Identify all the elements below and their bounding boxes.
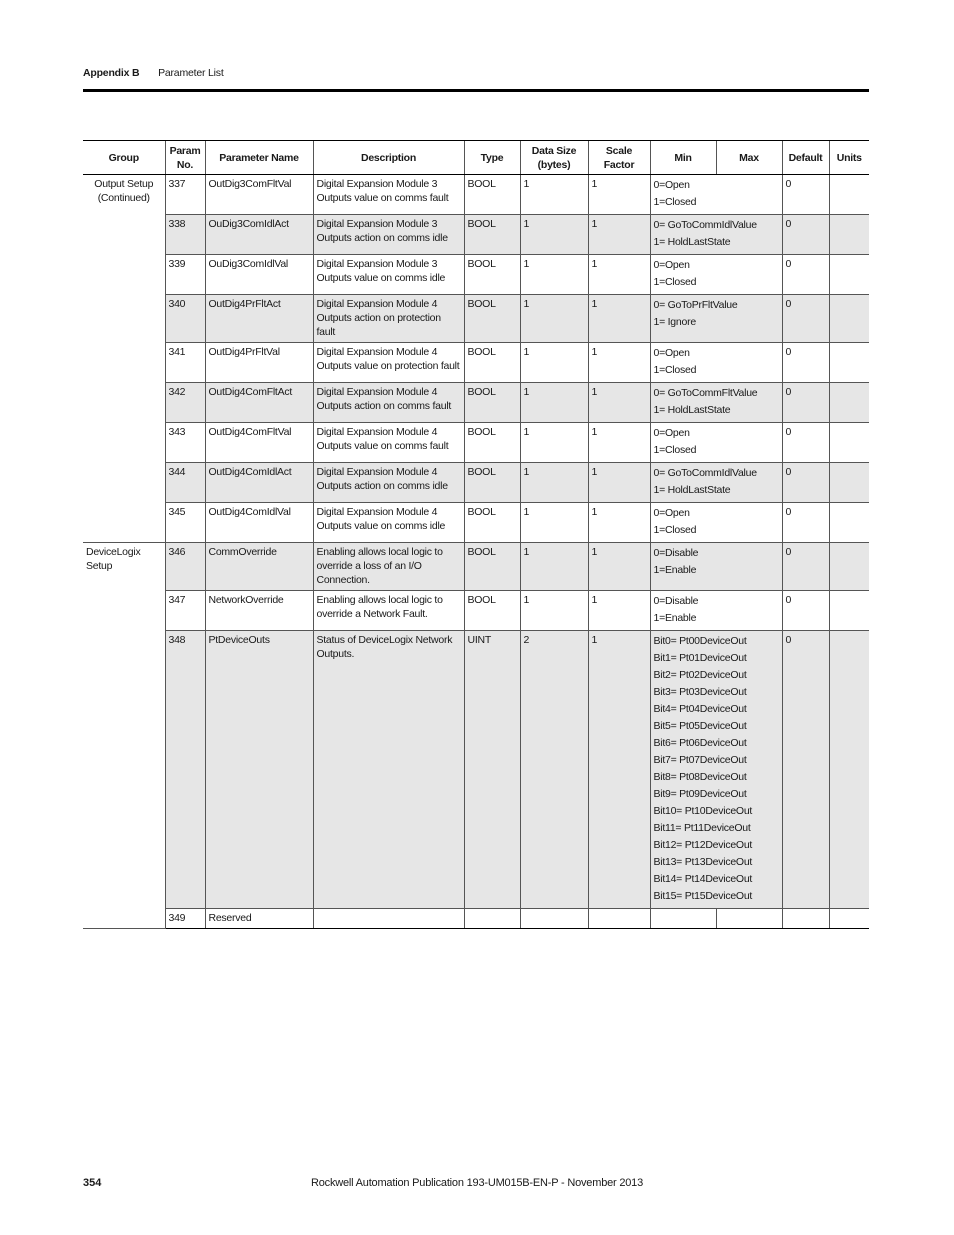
default-value: 0: [782, 503, 829, 543]
value-option: 0=Disable: [653, 547, 699, 559]
param-number: 340: [165, 295, 205, 343]
param-number: 338: [165, 215, 205, 255]
default-value: 0: [782, 631, 829, 909]
default-value: 0: [782, 175, 829, 215]
value-option: Bit15= Pt15DeviceOut: [653, 890, 753, 902]
col-scale-header: Scale Factor: [588, 141, 650, 175]
default-value: 0: [782, 423, 829, 463]
data-size: 1: [520, 215, 588, 255]
units: [829, 295, 869, 343]
description: Digital Expansion Module 3 Outputs action on comms idle: [313, 215, 464, 255]
value-option: 1= HoldLastState: [653, 236, 731, 248]
units: [829, 383, 869, 423]
description: Digital Expansion Module 4 Outputs action on protection fault: [313, 295, 464, 343]
value-option: Bit12= Pt12DeviceOut: [653, 839, 753, 851]
data-size: 1: [520, 383, 588, 423]
value-option: Bit3= Pt03DeviceOut: [653, 686, 747, 698]
min-max-values: [650, 255, 782, 295]
value-option: Bit9= Pt09DeviceOut: [653, 788, 747, 800]
type: BOOL: [464, 591, 520, 631]
col-size-header: Data Size (bytes): [520, 141, 588, 175]
default-value: 0: [782, 383, 829, 423]
min-max-values: [650, 591, 782, 631]
section-label: Appendix B: [83, 67, 140, 79]
value-option: 1= HoldLastState: [653, 404, 731, 416]
scale-factor: 1: [588, 503, 650, 543]
value-option: 1=Enable: [653, 612, 697, 624]
parameter-name: OutDig4ComIdlAct: [205, 463, 313, 503]
table-row: [83, 383, 869, 423]
table-row: [83, 503, 869, 543]
section-title: Parameter List: [158, 67, 224, 79]
table-row: [83, 909, 869, 929]
param-number: 339: [165, 255, 205, 295]
type: BOOL: [464, 503, 520, 543]
scale-factor: 1: [588, 343, 650, 383]
default-value: 0: [782, 295, 829, 343]
group-cell: Output Setup (Continued): [83, 175, 165, 543]
col-name-header: Parameter Name: [205, 141, 313, 175]
parameter-name: OutDig4ComFltAct: [205, 383, 313, 423]
description: Enabling allows local logic to override a loss of an I/O Connection.: [313, 543, 464, 591]
units: [829, 543, 869, 591]
col-param-header: Param No.: [165, 141, 205, 175]
param-number: 337: [165, 175, 205, 215]
value-option: Bit8= Pt08DeviceOut: [653, 771, 747, 783]
parameter-name: NetworkOverride: [205, 591, 313, 631]
value-option: Bit14= Pt14DeviceOut: [653, 873, 753, 885]
scale-factor: 1: [588, 543, 650, 591]
min-max-values: [650, 343, 782, 383]
units: [829, 215, 869, 255]
table-row: [83, 591, 869, 631]
description: Digital Expansion Module 3 Outputs value on comms fault: [313, 175, 464, 215]
description: Digital Expansion Module 4 Outputs value on comms fault: [313, 423, 464, 463]
value-option: 0=Open: [653, 259, 690, 271]
value-option: 0=Open: [653, 347, 690, 359]
type: BOOL: [464, 343, 520, 383]
type: BOOL: [464, 383, 520, 423]
parameter-name: OutDig4ComIdlVal: [205, 503, 313, 543]
table-row: [83, 463, 869, 503]
value-option: Bit5= Pt05DeviceOut: [653, 720, 747, 732]
param-number: 346: [165, 543, 205, 591]
parameter-name: OuDig3ComIdlAct: [205, 215, 313, 255]
min-max-values: [650, 383, 782, 423]
parameter-table: [83, 140, 869, 929]
units: [829, 631, 869, 909]
param-number: 347: [165, 591, 205, 631]
value-option: 0=Open: [653, 179, 690, 191]
value-option: 1=Enable: [653, 564, 697, 576]
running-header: [83, 67, 224, 79]
publication-info: Rockwell Automation Publication 193-UM015B-EN-P - November 2013: [310, 1177, 644, 1189]
data-size: 2: [520, 631, 588, 909]
scale-factor: 1: [588, 215, 650, 255]
value-option: 1=Closed: [653, 196, 697, 208]
min-max-values: [650, 543, 782, 591]
units: [829, 423, 869, 463]
page-number: 354: [83, 1177, 102, 1189]
description: Digital Expansion Module 4 Outputs action on comms idle: [313, 463, 464, 503]
description: Enabling allows local logic to override a Network Fault.: [313, 591, 464, 631]
param-number: 349: [165, 909, 205, 929]
col-group-header: Group: [83, 141, 165, 175]
data-size: 1: [520, 463, 588, 503]
value-option: 1=Closed: [653, 364, 697, 376]
value-option: 1= Ignore: [653, 316, 696, 328]
units: [829, 503, 869, 543]
default-value: [782, 909, 829, 929]
data-size: 1: [520, 423, 588, 463]
param-number: 341: [165, 343, 205, 383]
default-value: 0: [782, 215, 829, 255]
scale-factor: 1: [588, 383, 650, 423]
scale-factor: 1: [588, 631, 650, 909]
data-size: [520, 909, 588, 929]
parameter-name: Reserved: [205, 909, 313, 929]
default-value: 0: [782, 255, 829, 295]
description: Status of DeviceLogix Network Outputs.: [313, 631, 464, 909]
default-value: 0: [782, 543, 829, 591]
value-option: Bit13= Pt13DeviceOut: [653, 856, 753, 868]
value-option: 0= GoToCommIdlValue: [653, 219, 757, 231]
min-max-values: [650, 215, 782, 255]
param-number: 344: [165, 463, 205, 503]
description: Digital Expansion Module 4 Outputs action on comms fault: [313, 383, 464, 423]
units: [829, 175, 869, 215]
table-row: [83, 631, 869, 909]
table-header-row: [83, 141, 869, 175]
scale-factor: 1: [588, 591, 650, 631]
data-size: 1: [520, 175, 588, 215]
value-option: Bit0= Pt00DeviceOut: [653, 635, 747, 647]
param-number: 348: [165, 631, 205, 909]
data-size: 1: [520, 591, 588, 631]
value-option: Bit4= Pt04DeviceOut: [653, 703, 747, 715]
value-option: 0= GoToCommFltValue: [653, 387, 758, 399]
default-value: 0: [782, 343, 829, 383]
param-number: 342: [165, 383, 205, 423]
value-option: 0=Open: [653, 427, 690, 439]
table-row: [83, 343, 869, 383]
value-option: Bit7= Pt07DeviceOut: [653, 754, 747, 766]
value-option: Bit10= Pt10DeviceOut: [653, 805, 753, 817]
value-option: 1=Closed: [653, 276, 697, 288]
type: BOOL: [464, 295, 520, 343]
value-option: Bit2= Pt02DeviceOut: [653, 669, 747, 681]
value-option: 0= GoToPrFltValue: [653, 299, 738, 311]
min-max-values: [650, 463, 782, 503]
col-max-header: Max: [716, 141, 782, 175]
units: [829, 255, 869, 295]
value-option: Bit6= Pt06DeviceOut: [653, 737, 747, 749]
table-row: [83, 543, 869, 591]
data-size: 1: [520, 503, 588, 543]
data-size: 1: [520, 295, 588, 343]
value-option: 0= GoToCommIdlValue: [653, 467, 757, 479]
value-option: 0=Open: [653, 507, 690, 519]
param-number: 345: [165, 503, 205, 543]
header-rule: [83, 89, 869, 92]
col-description-header: Description: [313, 141, 464, 175]
units: [829, 591, 869, 631]
min-max-values: [650, 631, 782, 909]
value-option: 1=Closed: [653, 524, 697, 536]
value-option: 1= HoldLastState: [653, 484, 731, 496]
value-option: 1=Closed: [653, 444, 697, 456]
units: [829, 463, 869, 503]
value-option: Bit11= Pt11DeviceOut: [653, 822, 751, 834]
table-row: [83, 215, 869, 255]
min-max-values: [650, 423, 782, 463]
parameter-name: PtDeviceOuts: [205, 631, 313, 909]
default-value: 0: [782, 591, 829, 631]
data-size: 1: [520, 543, 588, 591]
data-size: 1: [520, 343, 588, 383]
parameter-name: OuDig3ComIdlVal: [205, 255, 313, 295]
description: [313, 909, 464, 929]
parameter-name: OutDig4ComFltVal: [205, 423, 313, 463]
scale-factor: 1: [588, 295, 650, 343]
units: [829, 343, 869, 383]
min-max-values: [650, 295, 782, 343]
data-size: 1: [520, 255, 588, 295]
col-min-header: Min: [650, 141, 716, 175]
col-type-header: Type: [464, 141, 520, 175]
type: BOOL: [464, 175, 520, 215]
type: BOOL: [464, 543, 520, 591]
col-default-header: Default: [782, 141, 829, 175]
description: Digital Expansion Module 4 Outputs value on protection fault: [313, 343, 464, 383]
min-max-values: [650, 503, 782, 543]
table-row: [83, 255, 869, 295]
scale-factor: 1: [588, 423, 650, 463]
scale-factor: 1: [588, 463, 650, 503]
units: [829, 909, 869, 929]
parameter-name: OutDig3ComFltVal: [205, 175, 313, 215]
type: BOOL: [464, 255, 520, 295]
description: Digital Expansion Module 3 Outputs value on comms idle: [313, 255, 464, 295]
type: BOOL: [464, 423, 520, 463]
parameter-name: OutDig4PrFltVal: [205, 343, 313, 383]
parameter-name: CommOverride: [205, 543, 313, 591]
parameter-name: OutDig4PrFltAct: [205, 295, 313, 343]
table-row: [83, 423, 869, 463]
value-option: 0=Disable: [653, 595, 699, 607]
scale-factor: [588, 909, 650, 929]
value-option: Bit1= Pt01DeviceOut: [653, 652, 747, 664]
description: Digital Expansion Module 4 Outputs value on comms idle: [313, 503, 464, 543]
scale-factor: 1: [588, 255, 650, 295]
scale-factor: 1: [588, 175, 650, 215]
col-units-header: Units: [829, 141, 869, 175]
max-value: [716, 909, 782, 929]
table-body: [83, 175, 869, 929]
group-cell: DeviceLogix Setup: [83, 543, 165, 929]
table-row: [83, 175, 869, 215]
param-number: 343: [165, 423, 205, 463]
min-value: [650, 909, 716, 929]
type: UINT: [464, 631, 520, 909]
table-row: [83, 295, 869, 343]
type: [464, 909, 520, 929]
type: BOOL: [464, 463, 520, 503]
default-value: 0: [782, 463, 829, 503]
type: BOOL: [464, 215, 520, 255]
min-max-values: [650, 175, 782, 215]
